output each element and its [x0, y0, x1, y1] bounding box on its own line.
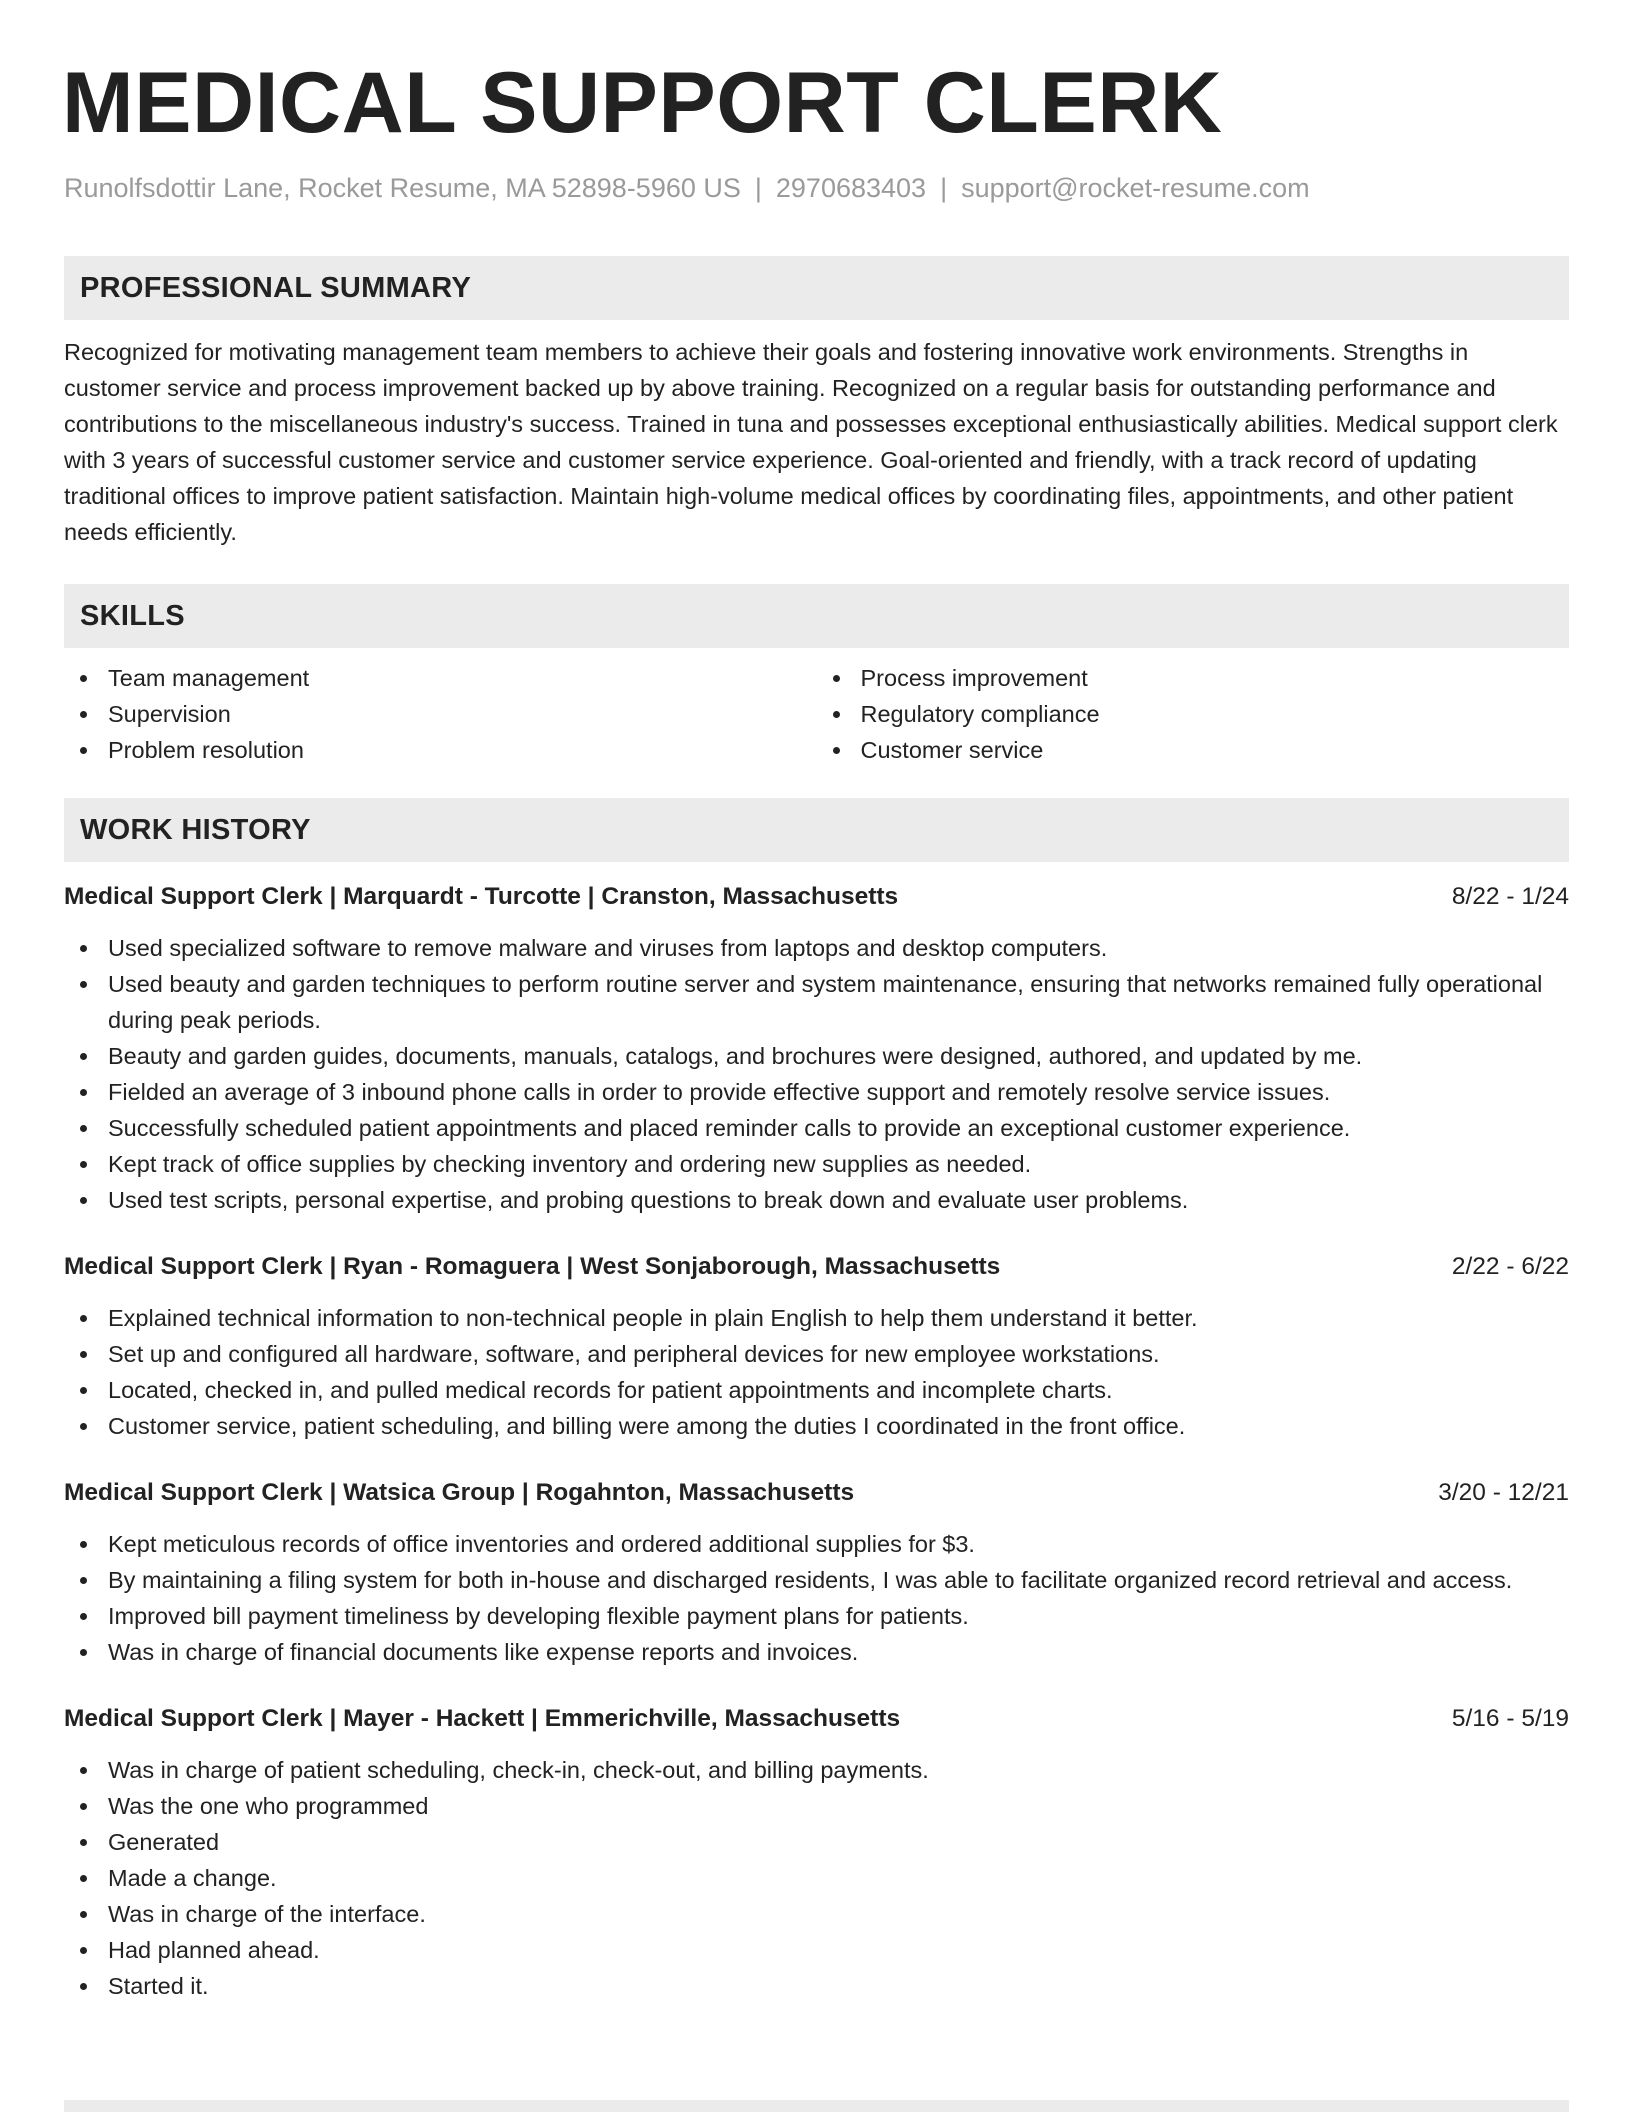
- job-entry: [64, 1476, 1569, 1670]
- job-bullet: Improved bill payment timeliness by developing flexible payment plans for patients.: [108, 1598, 1569, 1634]
- job-bullet: Located, checked in, and pulled medical records for patient appointments and incomplete charts.: [108, 1372, 1569, 1408]
- job-bullets: [64, 1526, 1569, 1670]
- job-bullet: Used test scripts, personal expertise, and probing questions to break down and evaluate user problems.: [108, 1182, 1569, 1218]
- section-header-summary: PROFESSIONAL SUMMARY: [64, 256, 1569, 320]
- candidate-name: MEDICAL SUPPORT CLERK: [62, 55, 1223, 151]
- job-header: [64, 1702, 1569, 1736]
- contact-line: [64, 172, 1569, 204]
- job-entry: [64, 1702, 1569, 2004]
- skill-item: Supervision: [108, 696, 817, 732]
- skill-item: Team management: [108, 660, 817, 696]
- job-bullet: Started it.: [108, 1968, 1569, 2004]
- job-title: Medical Support Clerk | Marquardt - Turcotte | Cranston, Massachusetts: [64, 883, 899, 911]
- job-bullet: Generated: [108, 1824, 1569, 1860]
- contact-separator: |: [940, 173, 948, 203]
- job-bullet: Was the one who programmed: [108, 1788, 1569, 1824]
- skill-item: Process improvement: [861, 660, 1570, 696]
- job-bullet: Successfully scheduled patient appointments and placed reminder calls to provide an exceptional customer experience.: [108, 1110, 1569, 1146]
- skills-column-left: [64, 660, 817, 768]
- job-dates: 2/22 - 6/22: [1451, 1253, 1569, 1281]
- job-bullet: Beauty and garden guides, documents, manuals, catalogs, and brochures were designed, authored, and updated by me.: [108, 1038, 1569, 1074]
- job-title: Medical Support Clerk | Watsica Group | Rogahnton, Massachusetts: [64, 1479, 855, 1507]
- job-bullet: Fielded an average of 3 inbound phone calls in order to provide effective support and remotely resolve service issues.: [108, 1074, 1569, 1110]
- contact-address: Runolfsdottir Lane, Rocket Resume, MA 52898-5960 US: [64, 173, 741, 203]
- skill-item: Customer service: [861, 732, 1570, 768]
- contact-email: support@rocket-resume.com: [961, 173, 1310, 203]
- job-bullet: Was in charge of patient scheduling, check-in, check-out, and billing payments.: [108, 1752, 1569, 1788]
- skill-item: Regulatory compliance: [861, 696, 1570, 732]
- job-dates: 8/22 - 1/24: [1451, 883, 1569, 911]
- job-dates: 5/16 - 5/19: [1451, 1705, 1569, 1733]
- job-title: Medical Support Clerk | Ryan - Romaguera | West Sonjaborough, Massachusetts: [64, 1253, 1001, 1281]
- skill-item: Problem resolution: [108, 732, 817, 768]
- next-section-header-edge: [64, 2100, 1569, 2112]
- skills-list: [64, 660, 1569, 768]
- job-header: [64, 1250, 1569, 1284]
- job-bullet: Made a change.: [108, 1860, 1569, 1896]
- job-bullet: Kept track of office supplies by checking inventory and ordering new supplies as needed.: [108, 1146, 1569, 1182]
- job-entry: [64, 1250, 1569, 1444]
- contact-phone: 2970683403: [775, 173, 927, 203]
- job-bullet: Was in charge of the interface.: [108, 1896, 1569, 1932]
- job-dates: 3/20 - 12/21: [1438, 1479, 1569, 1507]
- summary-text: Recognized for motivating management team members to achieve their goals and fostering innovative work environments. Strengths in customer service and process improvement backed up by above training. Recognized on a regular basis for outstanding performance and contributions to the miscellaneous industry's success. Trained in tuna and possesses exceptional enthusiastically abilities. Medical support clerk with 3 years of successful customer service and customer service experience. Goal-oriented and friendly, with a track record of updating traditional offices to improve patient satisfaction. Maintain high-volume medical offices by coordinating files, appointments, and other patient needs efficiently.: [64, 339, 1558, 546]
- job-bullet: Had planned ahead.: [108, 1932, 1569, 1968]
- job-bullet: Set up and configured all hardware, software, and peripheral devices for new employee workstations.: [108, 1336, 1569, 1372]
- job-bullet: Used beauty and garden techniques to perform routine server and system maintenance, ensuring that networks remained fully operational during peak periods.: [108, 966, 1569, 1038]
- job-bullet: Was in charge of financial documents like expense reports and invoices.: [108, 1634, 1569, 1670]
- job-bullets: [64, 1300, 1569, 1444]
- job-bullet: Used specialized software to remove malware and viruses from laptops and desktop computers.: [108, 930, 1569, 966]
- job-bullet: Customer service, patient scheduling, and billing were among the duties I coordinated in the front office.: [108, 1408, 1569, 1444]
- job-entry: [64, 880, 1569, 1218]
- job-title: Medical Support Clerk | Mayer - Hackett | Emmerichville, Massachusetts: [64, 1705, 901, 1733]
- job-header: [64, 880, 1569, 914]
- job-bullet: Kept meticulous records of office inventories and ordered additional supplies for $3.: [108, 1526, 1569, 1562]
- section-header-work-history: WORK HISTORY: [64, 798, 1569, 862]
- skills-column-right: [817, 660, 1570, 768]
- job-bullets: [64, 930, 1569, 1218]
- job-bullets: [64, 1752, 1569, 2004]
- job-header: [64, 1476, 1569, 1510]
- job-bullet: Explained technical information to non-technical people in plain English to help them understand it better.: [108, 1300, 1569, 1336]
- job-bullet: By maintaining a filing system for both in-house and discharged residents, I was able to facilitate organized record retrieval and access.: [108, 1562, 1569, 1598]
- contact-separator: |: [754, 173, 762, 203]
- section-header-skills: SKILLS: [64, 584, 1569, 648]
